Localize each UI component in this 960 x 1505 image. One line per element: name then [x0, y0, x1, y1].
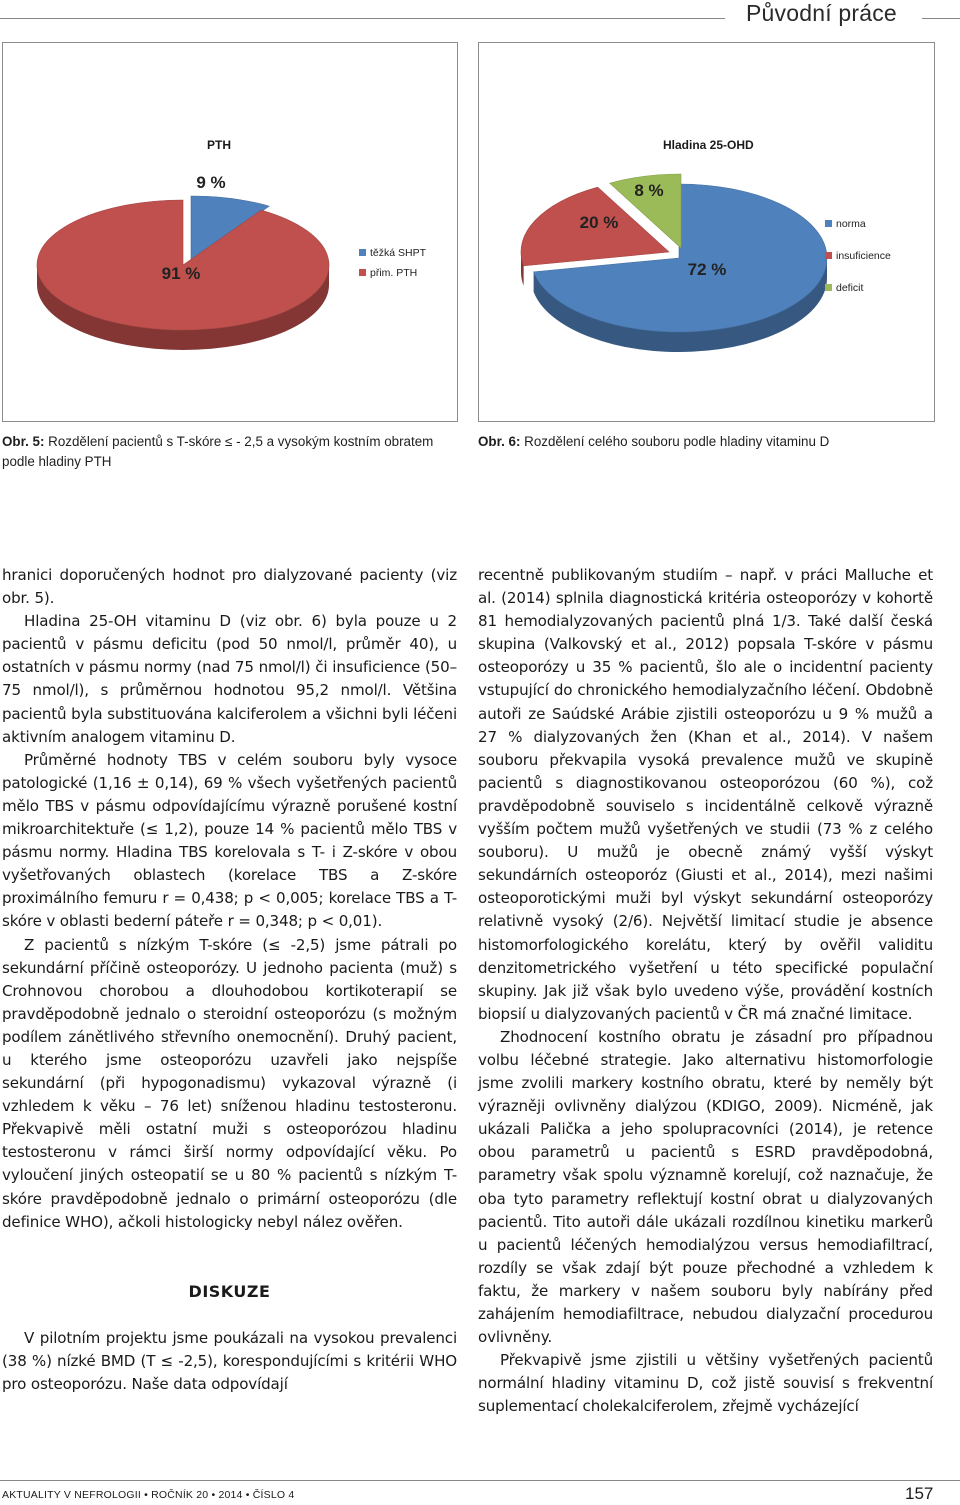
legend-entry: přim. PTH: [370, 267, 418, 279]
legend-swatch: [825, 284, 832, 291]
legend-entry: insuficience: [836, 250, 891, 262]
legend-swatch: [825, 220, 832, 227]
legend-swatch: [359, 269, 366, 276]
legend-entry: těžká SHPT: [370, 247, 427, 259]
paragraph: Zhodnocení kostního obratu je zásadní pro případnou volbu léčebné strategie. Jako alternativu histomorfologie jsme zvolili markery kostního obratu, které by neměly být výrazněji ovlivněny dialýzou (KDIGO, 2009). Nicméně, jak ukázali Palička a jeho spolupracovníci (2014), je retence obou parametrů u pacientů s ESRD pravděpodobná, parametry však spolu významně korelují, což naznačuje, že oba tyto parametry reflektují kostní obrat u dialyzovaných pacientů. Tito autoři dále ukázali rozdílnou kinetiku markerů u pacientů léčených hemodialýzou versus hemodiafiltrací, rozdíly se však zdají být pouze přechodné a vzhledem k faktu, že markery v našem souboru byly nabírány před zahájením hemodiafiltrace, nebudou dialyzační procedurou ovlivněny.: [478, 1027, 933, 1347]
pth-pie-chart: [3, 43, 457, 421]
pth-legend: [359, 247, 427, 279]
header-rule-left: [0, 18, 725, 19]
legend-entry: deficit: [836, 282, 864, 294]
header-rule-right: [922, 18, 960, 19]
vitamin-d-pie-slices: [521, 174, 827, 352]
pie-data-label: 20 %: [579, 213, 619, 232]
figure-6-caption: [478, 432, 933, 452]
pie-data-label: 91 %: [161, 264, 201, 283]
page-number: 157: [905, 1484, 934, 1503]
right-text-column: [478, 564, 933, 1418]
paragraph: Hladina 25-OH vitaminu D (viz obr. 6) byla pouze u 2 pacientů v pásmu deficitu (pod 50 nmol/l, průměr 40), u ostatních v pásmu normy (nad 75 nmol/l) či insuficience (50–75 nmol/l), s průměrnou hodnotou 95,2 nmol/l. Většina pacientů byla substituována kalciferolem a všichni byli léčeni aktivním analogem vitaminu D.: [2, 612, 457, 746]
pth-pie-slices: [37, 173, 329, 350]
footer-rule: [0, 1480, 960, 1481]
left-text-column: [2, 564, 457, 1396]
legend-entry: norma: [836, 218, 866, 230]
section-heading-diskuze: DISKUZE: [188, 1281, 271, 1301]
pie-data-label: 72 %: [687, 260, 727, 279]
figure-6-vitamin-d-pie: [478, 42, 935, 422]
vitamin-d-legend: [825, 218, 891, 294]
paragraph: recentně publikovaným studiím – např. v práci Malluche et al. (2014) splnila diagnostická kritéria osteoporózy v kohortě 81 hemodialyzovaných pacientů plná 1/3. Také další česká skupina (Valkovský et al., 2012) popsala T-skóre v pásmu osteoporózy u 35 % pacientů, šlo ale o incidentní pacienty vstupující do chronického hemodialyzačního léčení. Obdobně autoři ze Saúdské Arábie zjistili osteoporózu u 9 % mužů a 27 % dialyzovaných žen (Khan et al., 2014). V našem souboru překvapila vysoká prevalence mužů ve skupině pacientů s diagnostikovanou osteoporózou (60 %), což pravděpodobně souviselo s incidentálně celkově výrazně vyšším počtem mužů vyšetřených ve studii (73 % z celého souboru). U mužů je obecně známý vyšší výskyt sekundárních osteoporóz (Giusti et al., 2014), mezi našimi osteoporotickými muži byl výskyt sekundární osteoporózy relativně vysoký (2/6). Největší limitací studie je absence histomorfologického korelátu, který by ověřil validitu denzitometrického vyšetření u této specifické populační skupiny. Jak již však bylo uvedeno výše, provádění kostních biopsií u dialyzovaných pacientů v ČR má značné limitace.: [478, 566, 933, 1023]
figure-6-label: Obr. 6:: [478, 434, 521, 449]
figure-5-text: Rozdělení pacientů s T-skóre ≤ - 2,5 a vysokým kostním obratem podle hladiny PTH: [2, 434, 434, 469]
legend-swatch: [825, 252, 832, 259]
paragraph: Z pacientů s nízkým T-skóre (≤ -2,5) jsme pátrali po sekundární příčině osteoporózy. U jednoho pacienta (muž) s Crohnovou chorobou a dlouhodobou kortikoterapií se pravděpodobně jednalo o steroidní osteoporózu (s možným podílem zánětlivého střevního onemocnění). Druhý pacient, u kterého jsme osteoporózu uzavřeli jako nejspíše sekundární (při hypogonadismu) vykazoval výrazně (i vzhledem k věku – 76 let) sníženou hladinu testosteronu. Překvapivě měli ostatní muži s osteoporózou hladinu testosteronu v rámci širší normy odpovídající věku. Po vyloučení jiných osteopatií se u 80 % pacientů s nízkým T-skóre pravděpodobně jednalo o primární osteoporózu (dle definice WHO), ačkoli histologicky nebyl nález ověřen.: [2, 935, 457, 1231]
paragraph: Průměrné hodnoty TBS v celém souboru byly vysoce patologické (1,16 ± 0,14), 69 % všech vyšetřených pacientů mělo TBS v pásmu odpovídajícímu výrazně porušené kostní mikroarchitektuře (≤ 1,2), pouze 14 % pacientů mělo TBS v pásmu normy. Hladina TBS korelovala s T- i Z-skóre v obou vyšetřovaných oblastech (korelace TBS a Z-skóre proximálního femuru r = 0,438; p < 0,005; korelace TBS a T-skóre v oblasti bederní páteře r = 0,348; p < 0,01).: [2, 750, 457, 931]
figure-5-label: Obr. 5:: [2, 434, 45, 449]
section-header-title: Původní práce: [746, 0, 897, 26]
footer-journal-info: AKTUALITY V NEFROLOGII • ROČNÍK 20 • 2014 • ČÍSLO 4: [2, 1489, 295, 1501]
figure-5-pth-pie: [2, 42, 458, 422]
legend-swatch: [359, 249, 366, 256]
vitamin-d-chart-title: Hladina 25-OHD: [663, 138, 754, 152]
paragraph: hranici doporučených hodnot pro dialyzované pacienty (viz obr. 5).: [2, 566, 457, 608]
figure-6-text: Rozdělení celého souboru podle hladiny vitaminu D: [520, 434, 830, 449]
pie-data-label: 9 %: [196, 173, 226, 192]
paragraph: Překvapivě jsme zjistili u většiny vyšetřených pacientů normální hladiny vitaminu D, což jistě souvisí s frekventní suplementací cholekalciferolem, zřejmě vycházející: [478, 1351, 933, 1416]
pie-data-label: 8 %: [634, 181, 664, 200]
figure-5-caption: [2, 432, 454, 472]
pth-chart-title: PTH: [207, 138, 231, 152]
paragraph: V pilotním projektu jsme poukázali na vysokou prevalenci (38 %) nízké BMD (T ≤ -2,5), korespondujícími s kritérii WHO pro osteoporózu. Naše data odpovídají: [2, 1328, 457, 1393]
vitamin-d-pie-chart: [479, 43, 934, 421]
